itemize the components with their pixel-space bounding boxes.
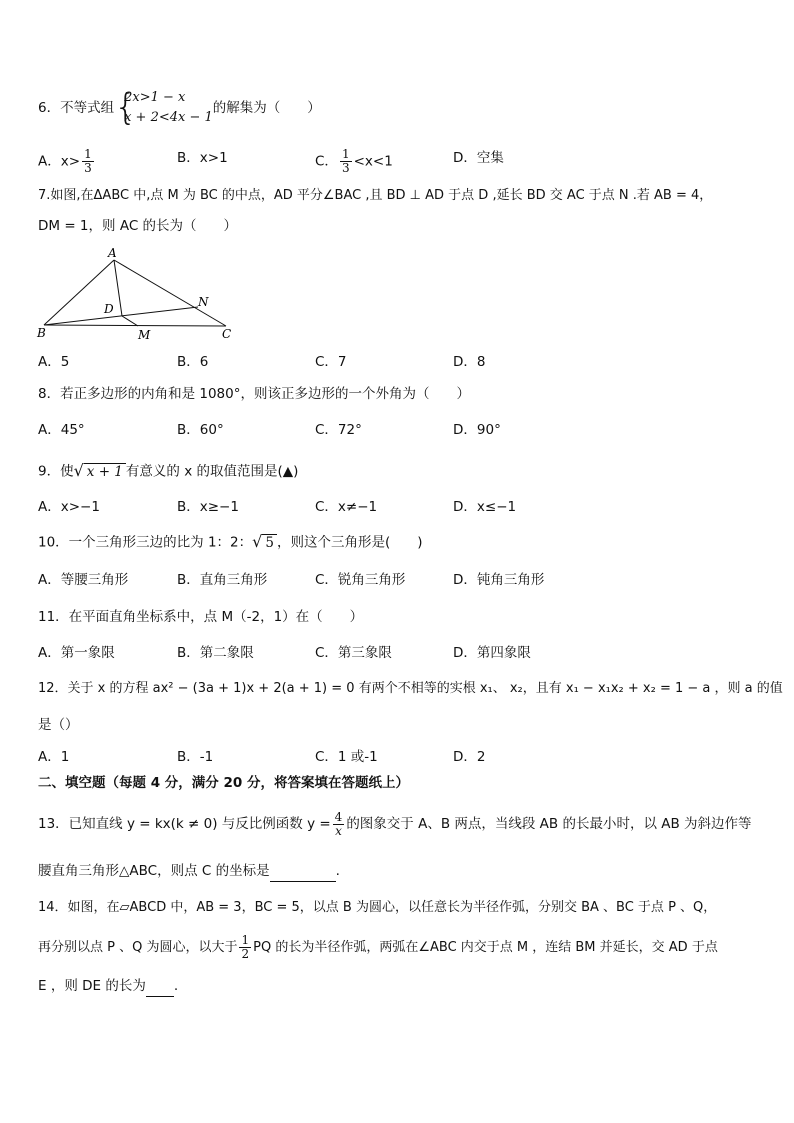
label-m: M bbox=[138, 328, 151, 342]
q12-option-b: B．-1 bbox=[177, 749, 214, 765]
q7-option-b: B．6 bbox=[177, 354, 209, 370]
q9-option-b: B．x≥−1 bbox=[177, 499, 239, 515]
q6-option-a-label: A． bbox=[38, 153, 61, 170]
q9-option-d: D．x≤−1 bbox=[453, 499, 517, 515]
q13-line1 bbox=[38, 804, 752, 844]
q13-before: 13．已知直线 y = kx(k ≠ 0) 与反比例函数 y = bbox=[38, 816, 331, 832]
q6-option-b-label: B． bbox=[177, 150, 200, 166]
q9-option-a: A．x>−1 bbox=[38, 499, 100, 515]
q6-option-c-num: 1 bbox=[341, 147, 350, 161]
q7-line1: 7.如图,在ΔABC 中,点 M 为 BC 的中点，AD 平分∠BAC ,且 BD ⊥ AD 于点 D ,延长 BD 交 AC 于点 N .若 AB = 4， bbox=[38, 188, 713, 203]
q7-option-a: A．5 bbox=[38, 354, 70, 370]
sqrt-icon: √ bbox=[252, 532, 263, 551]
q12-line1: 12．关于 x 的方程 ax² − (3a + 1)x + 2(a + 1) = 0 有两个不相等的实根 x₁、 x₂，且有 x₁ − x₁x₂ + x₂ = 1 − a ，则 a 的值 bbox=[38, 681, 783, 696]
q8-option-b: B．60° bbox=[177, 422, 224, 438]
q6-option-a-den: 3 bbox=[84, 161, 92, 175]
q6-inequality-system bbox=[114, 88, 213, 128]
q9-radicand: x + 1 bbox=[84, 463, 126, 480]
q11-option-d: D．第四象限 bbox=[453, 645, 531, 661]
q13-line2-after: . bbox=[335, 863, 340, 879]
q10-sqrt bbox=[252, 532, 277, 553]
q13-line2-before: 腰直角三角形△ABC，则点 C 的坐标是 bbox=[38, 863, 270, 879]
q8-option-d: D．90° bbox=[453, 422, 501, 438]
q10-option-a: A．等腰三角形 bbox=[38, 572, 129, 588]
q7-option-d: D．8 bbox=[453, 354, 486, 370]
q14-line3-after: . bbox=[173, 978, 179, 994]
q7-triangle-figure bbox=[36, 246, 256, 346]
q14-line3-before: E ，则 DE 的长为 bbox=[38, 978, 146, 994]
q14-line2-before: 再分别以点 P 、Q 为圆心，以大于 bbox=[38, 940, 238, 955]
q6-stem-before: 不等式组 bbox=[60, 100, 115, 116]
q11-option-b: B．第二象限 bbox=[177, 645, 254, 661]
q9-option-c: C．x≠−1 bbox=[315, 499, 378, 515]
q14-fraction bbox=[239, 934, 251, 961]
q9-stem bbox=[38, 461, 298, 482]
q7-option-c: C．7 bbox=[315, 354, 347, 370]
q13-answer-blank[interactable] bbox=[270, 861, 336, 882]
q11-option-c: C．第三象限 bbox=[315, 645, 392, 661]
q13-frac-den: x bbox=[335, 823, 342, 838]
label-a: A bbox=[108, 246, 117, 260]
q8-stem: 8．若正多边形的内角和是 1080°，则该正多边形的一个外角为（ ） bbox=[38, 386, 470, 402]
q14-frac-den: 2 bbox=[241, 947, 250, 961]
q6-option-a bbox=[38, 148, 96, 175]
label-b: B bbox=[37, 326, 46, 340]
segment-bc bbox=[44, 325, 226, 326]
q6-option-b bbox=[177, 148, 228, 168]
q6-option-a-fraction bbox=[82, 148, 94, 175]
q14-frac-num: 1 bbox=[241, 933, 250, 947]
q14-line2 bbox=[38, 928, 718, 968]
label-c: C bbox=[222, 327, 232, 341]
q8-option-a: A．45° bbox=[38, 422, 85, 438]
q6-option-c-den: 3 bbox=[341, 161, 350, 175]
q10-option-c: C．锐角三角形 bbox=[315, 572, 406, 588]
section2-heading: 二、填空题（每题 4 分，满分 20 分，将答案填在答题纸上） bbox=[38, 775, 409, 791]
label-d: D bbox=[104, 302, 114, 316]
q10-option-d: D．钝角三角形 bbox=[453, 572, 545, 588]
brace-icon: { bbox=[114, 87, 137, 128]
q6-system-line2: x + 2<4x − 1 bbox=[124, 110, 213, 125]
q10-after: ，则这个三角形是( ) bbox=[276, 534, 423, 551]
q6-option-c-text: <x<1 bbox=[353, 153, 393, 170]
q10-stem bbox=[38, 532, 423, 553]
q12-line2: 是（） bbox=[38, 717, 79, 733]
q9-after: 有意义的 x 的取值范围是(▲) bbox=[125, 463, 299, 480]
q9-sqrt bbox=[74, 461, 126, 482]
q6-option-c-fraction bbox=[340, 148, 352, 175]
q6-option-c-label: C． bbox=[315, 153, 338, 170]
q10-option-b: B．直角三角形 bbox=[177, 572, 268, 588]
q14-answer-blank[interactable] bbox=[146, 976, 174, 997]
q12-option-c: C．1 或-1 bbox=[315, 749, 378, 765]
q13-line2 bbox=[38, 861, 340, 882]
q6-option-d-label: D． bbox=[453, 150, 477, 166]
q10-before: 10．一个三角形三边的比为 1：2： bbox=[38, 534, 253, 551]
q10-radicand: 5 bbox=[262, 534, 277, 551]
q6-option-c bbox=[315, 148, 393, 175]
q12-option-a: A．1 bbox=[38, 749, 70, 765]
q6-stem-after: 的解集为（ ） bbox=[212, 100, 321, 116]
q7-line2: DM = 1，则 AC 的长为（ ） bbox=[38, 218, 238, 234]
q13-fraction bbox=[333, 811, 345, 838]
segment-ac bbox=[114, 260, 226, 326]
q11-option-a: A．第一象限 bbox=[38, 645, 115, 661]
q6-option-b-text: x>1 bbox=[199, 150, 228, 166]
q12-option-d: D．2 bbox=[453, 749, 486, 765]
sqrt-icon: √ bbox=[73, 461, 84, 480]
q6-option-d-text: 空集 bbox=[476, 150, 504, 166]
label-n: N bbox=[198, 295, 209, 309]
q11-stem: 11．在平面直角坐标系中，点 M（-2，1）在（ ） bbox=[38, 609, 364, 625]
q6-option-a-num: 1 bbox=[84, 147, 92, 161]
q6-option-d bbox=[453, 148, 504, 168]
q13-frac-num: 4 bbox=[334, 809, 343, 824]
q9-before: 9．使 bbox=[38, 463, 74, 480]
segment-ad bbox=[114, 260, 122, 316]
q6-number: 6． bbox=[38, 100, 61, 116]
q6-option-a-text: x> bbox=[60, 153, 81, 170]
segment-dm bbox=[122, 316, 138, 326]
q13-after: 的图象交于 A、B 两点，当线段 AB 的长最小时，以 AB 为斜边作等 bbox=[346, 816, 752, 832]
q8-option-c: C．72° bbox=[315, 422, 362, 438]
q14-line3 bbox=[38, 976, 178, 997]
q6-system-line1: 2x>1 − x bbox=[124, 90, 186, 105]
q14-line1: 14．如图，在▱ABCD 中，AB = 3，BC = 5，以点 B 为圆心，以任意长为半径作弧，分别交 BA 、BC 于点 P 、Q， bbox=[38, 900, 717, 915]
q6-stem bbox=[38, 88, 321, 128]
q14-line2-after: PQ 的长为半径作弧，两弧在∠ABC 内交于点 M ，连结 BM 并延长，交 AD 于点 bbox=[253, 940, 718, 955]
